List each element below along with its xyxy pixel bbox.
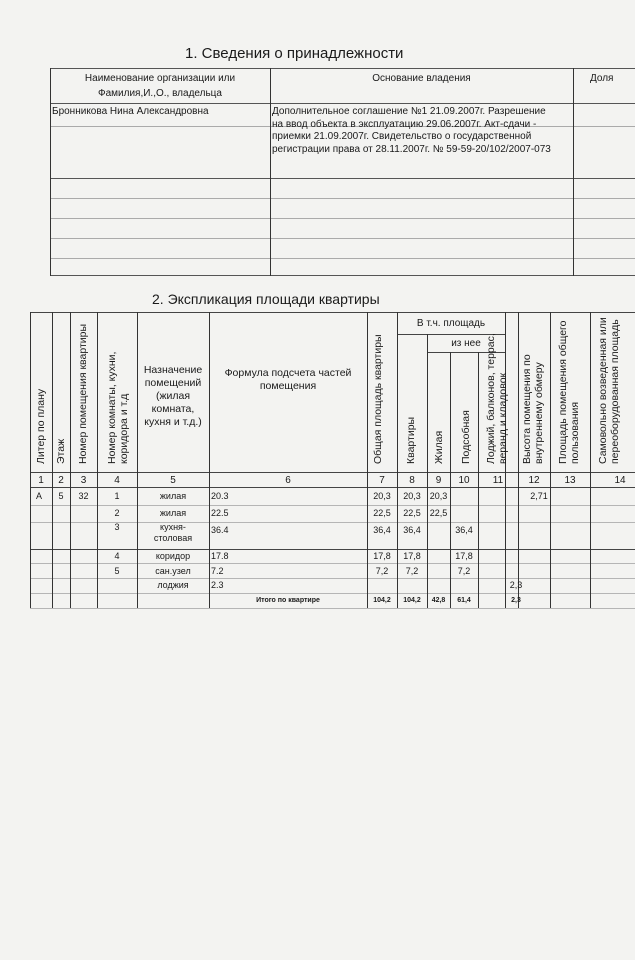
rule: [427, 334, 428, 608]
col-height-header-b: внутреннему обмеру: [533, 362, 545, 464]
column-number: 14: [614, 475, 626, 486]
col-loggia-header-b: веранд и кладовок: [497, 372, 509, 464]
cell-formula: 20.3: [211, 491, 229, 501]
basis-line: регистрации права от 28.11.2007г. № 59-59-20/102/2007-073: [272, 143, 551, 155]
rule: [30, 505, 635, 506]
column-number: 2: [58, 475, 64, 486]
column-number: 8: [409, 475, 415, 486]
rule: [397, 312, 398, 608]
col-unauthorized-area-header-a: Самовольно возведенная или: [597, 317, 609, 464]
rule: [50, 178, 635, 179]
rule: [50, 198, 635, 199]
col-loggia-header-a: Лоджий, балконов, террас,: [485, 333, 497, 464]
column-number: 10: [458, 475, 470, 486]
share-column-header: Доля: [590, 73, 614, 84]
col-total-area-header: Общая площадь квартиры: [372, 334, 384, 464]
col-unauthorized-area-header-b: переоборудованная площадь: [609, 319, 621, 464]
basis-line: Дополнительное соглашение №1 21.09.2007г. Разрешение: [272, 106, 546, 117]
rule: [30, 549, 635, 550]
rule: [52, 312, 53, 608]
cell-height: 2,71: [530, 491, 548, 501]
rule: [137, 312, 138, 608]
col-auxiliary-area-header: Подсобная: [460, 410, 472, 464]
totals-label: Итого по квартире: [256, 597, 320, 604]
column-number: 6: [285, 475, 291, 486]
basis-column-header: Основание владения: [372, 73, 471, 84]
rule: [30, 312, 635, 313]
col-floor-header: Этаж: [55, 438, 67, 464]
rule: [550, 312, 551, 608]
col-common-area-header-a: Площадь помещения общего: [557, 320, 569, 464]
col-room-number-header-b: коридора и т.д: [118, 393, 130, 464]
cell-total: 17,8: [373, 551, 391, 561]
cell-purpose: сан.узел: [155, 566, 191, 576]
cell-auxiliary: 36,4: [455, 525, 473, 535]
rule: [50, 68, 635, 69]
col-living-area-header: Жилая: [433, 430, 445, 464]
basis-line: приемки 21.09.2007г. Свидетельство о государственной: [272, 131, 532, 142]
cell-purpose: лоджия: [157, 580, 189, 590]
column-number: 12: [528, 475, 540, 486]
cell-apartment: 32: [78, 491, 89, 501]
rule: [367, 312, 368, 608]
rule: [50, 258, 635, 259]
totals-loggia: 2,3: [511, 597, 521, 604]
col-height-header-a: Высота помещения по: [521, 354, 533, 464]
cell-total: 36,4: [373, 525, 391, 535]
col-formula-header: Формула подсчета частей помещения: [224, 367, 352, 392]
cell-formula: 2.3: [211, 580, 224, 590]
column-number: 11: [492, 475, 504, 486]
cell-liter: А: [36, 491, 43, 501]
basis-line: на ввод объекта в эксплуатацию 29.06.2007г. Акт-сдачи -: [272, 118, 537, 130]
section-2-title: 2. Экспликация площади квартиры: [152, 291, 380, 307]
cell-formula: 22.5: [211, 508, 229, 518]
cell-purpose: кухня-: [160, 522, 186, 532]
cell-room: 5: [114, 566, 120, 576]
rule: [97, 312, 98, 608]
owner-name: Бронникова Нина Александровна: [52, 106, 209, 117]
cell-living: 22,5: [429, 508, 448, 518]
col-liter-header: Литер по плану: [35, 388, 47, 464]
rule: [30, 312, 31, 608]
rule: [50, 275, 635, 276]
cell-total: 22,5: [373, 508, 391, 518]
column-number: 7: [379, 475, 385, 486]
cell-auxiliary: 17,8: [455, 551, 473, 561]
col-purpose-header: Назначение помещений (жилая комната, кухня и т.д.): [143, 364, 203, 428]
cell-auxiliary: 7,2: [457, 566, 471, 576]
cell-apartment-area: 22,5: [403, 508, 421, 518]
rule: [590, 312, 591, 608]
col-apartment-number-header: Номер помещения квартиры: [77, 323, 89, 464]
cell-formula: 7.2: [211, 566, 224, 576]
cell-formula: 17.8: [211, 551, 229, 561]
column-number: 3: [80, 475, 87, 486]
rule: [30, 563, 635, 564]
column-number: 13: [564, 475, 576, 486]
col-room-number-header-a: Номер комнаты, кухни,: [106, 351, 118, 464]
column-number: 9: [435, 475, 442, 486]
col-common-area-header-b: пользования: [569, 401, 581, 464]
area-explication-table: [30, 312, 635, 612]
cell-purpose: жилая: [159, 491, 187, 501]
totals-apartment-area: 104,2: [403, 597, 421, 604]
cell-total: 7,2: [375, 566, 389, 576]
cell-floor: 5: [58, 491, 64, 501]
column-number: 5: [170, 475, 176, 486]
rule: [30, 578, 635, 579]
rule: [573, 68, 574, 276]
owner-column-header: Наименование организации или Фамилия,И.,О., владельца: [84, 73, 236, 99]
cell-apartment-area: 17,8: [403, 551, 421, 561]
cell-room: 1: [114, 491, 120, 501]
cell-living: 20,3: [429, 491, 448, 501]
cell-apartment-area: 36,4: [403, 525, 421, 535]
cell-apartment-area: 7,2: [405, 566, 419, 576]
totals-living: 42,8: [431, 597, 446, 604]
cell-room: 4: [114, 551, 120, 561]
rule: [30, 472, 635, 473]
rule: [270, 68, 271, 276]
cell-purpose: коридор: [155, 551, 191, 561]
totals-auxiliary: 61,4: [457, 597, 471, 604]
rule: [30, 487, 635, 488]
cell-formula: 36.4: [211, 525, 229, 535]
rule: [518, 312, 519, 608]
rule: [50, 103, 635, 104]
cell-loggia: 2,3: [509, 580, 523, 590]
column-number: 1: [38, 475, 44, 486]
col-apartment-area-header: Квартиры: [405, 416, 417, 464]
rule: [50, 238, 635, 239]
cell-total: 20,3: [373, 491, 391, 501]
column-number: 4: [114, 475, 120, 486]
section-1-title: 1. Сведения о принадлежности: [185, 45, 404, 62]
rule: [30, 593, 635, 594]
cell-room: 2: [114, 508, 120, 518]
rule: [209, 312, 210, 608]
cell-room: 3: [114, 522, 120, 532]
cell-purpose-continued: столовая: [153, 533, 193, 543]
cell-apartment-area: 20,3: [403, 491, 421, 501]
rule: [30, 608, 635, 609]
including-area-header: В т.ч. площадь: [416, 318, 486, 329]
ownership-table: [50, 68, 635, 276]
rule: [70, 312, 71, 608]
totals-total: 104,2: [373, 597, 391, 604]
cell-purpose: жилая: [159, 508, 187, 518]
rule: [50, 218, 635, 219]
of-it-header: из нее: [451, 338, 481, 349]
